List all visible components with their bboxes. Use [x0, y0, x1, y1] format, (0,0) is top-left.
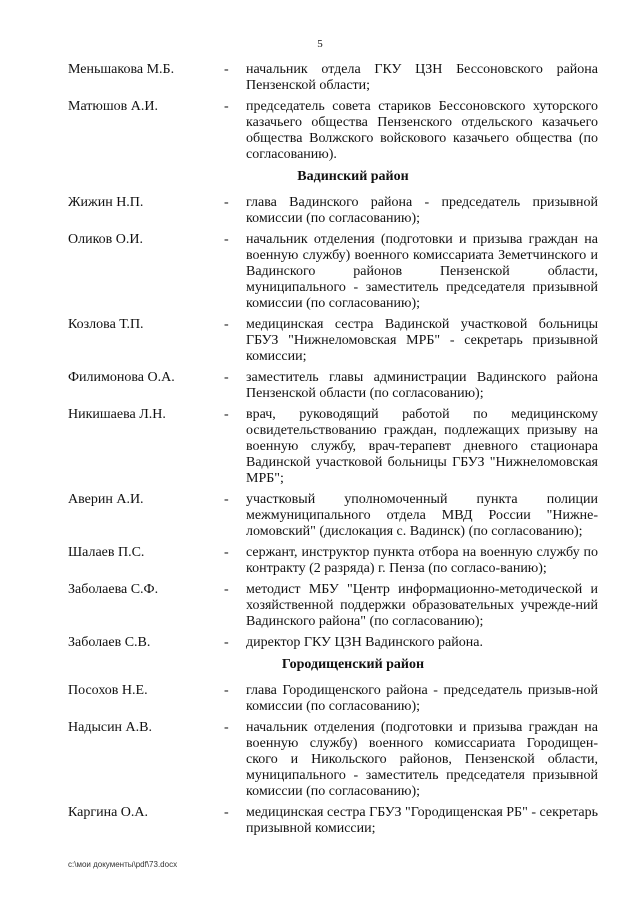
member-role: начальник отделения (подготовки и призыва граждан на военную службу) военного комиссариата Городищен-ского и Никольского районов, Пензенской области, муниципального - заместитель председателя призывной комиссии (по согласованию); — [246, 720, 598, 799]
member-entry — [68, 62, 598, 94]
entry-dash: - — [224, 492, 229, 507]
entry-dash: - — [224, 370, 229, 385]
member-name: Никишаева Л.Н. — [68, 407, 166, 422]
member-entry — [68, 232, 598, 312]
member-name: Заболаева С.Ф. — [68, 582, 159, 597]
member-name: Жижин Н.П. — [68, 195, 144, 210]
document-body — [68, 62, 598, 842]
entry-dash: - — [224, 99, 229, 114]
member-entry — [68, 720, 598, 800]
member-role: начальник отделения (подготовки и призыва граждан на военную службу) военного комиссариата Земетчинского и Вадинского районов Пензенской области, муниципального - заместитель председателя призывной комиссии (по согласованию); — [246, 232, 598, 311]
member-name: Надысин А.В. — [68, 720, 152, 735]
member-entry — [68, 683, 598, 715]
member-entry — [68, 195, 598, 227]
entry-dash: - — [224, 805, 229, 820]
entry-dash: - — [224, 635, 229, 650]
member-entry — [68, 635, 598, 651]
file-path-footer: c:\мои документы\pdf\73.docx — [68, 860, 178, 869]
member-name: Козлова Т.П. — [68, 317, 144, 332]
member-entry — [68, 582, 598, 630]
member-name: Меньшакова М.Б. — [68, 62, 175, 77]
member-entry — [68, 492, 598, 540]
member-entry — [68, 317, 598, 365]
member-role: глава Вадинского района - председатель призывной комиссии (по согласованию); — [246, 195, 598, 226]
section-heading: Вадинский район — [297, 169, 409, 184]
entry-dash: - — [224, 62, 229, 77]
member-role: глава Городищенского района - председатель призыв-ной комиссии (по согласованию); — [246, 683, 598, 714]
entry-dash: - — [224, 195, 229, 210]
member-name: Аверин А.И. — [68, 492, 144, 507]
member-role: участковый уполномоченный пункта полиции межмуниципального отдела МВД России "Нижне-ломовский" (дислокация с. Вадинск) (по согласованию); — [246, 492, 598, 539]
member-name: Посохов Н.Е. — [68, 683, 148, 698]
section-heading: Городищенский район — [281, 657, 425, 672]
entry-dash: - — [224, 683, 229, 698]
member-role: директор ГКУ ЦЗН Вадинского района. — [246, 635, 483, 650]
member-role: начальник отдела ГКУ ЦЗН Бессоновского района Пензенской области; — [246, 62, 598, 93]
member-role: председатель совета стариков Бессоновского хуторского казачьего общества Пензенского отдельского казачьего общества Волжского войскового казачьего общества (по согласованию). — [246, 99, 598, 162]
entry-dash: - — [224, 582, 229, 597]
member-entry — [68, 99, 598, 163]
member-name: Оликов О.И. — [68, 232, 144, 247]
member-name: Матюшов А.И. — [68, 99, 158, 114]
member-role: медицинская сестра ГБУЗ "Городищенская РБ" - секретарь призывной комиссии; — [246, 805, 598, 836]
entry-dash: - — [224, 317, 229, 332]
entry-dash: - — [224, 720, 229, 735]
member-role: заместитель главы администрации Вадинского района Пензенской области (по согласованию); — [246, 370, 598, 401]
page-number: 5 — [317, 38, 323, 50]
member-entry — [68, 805, 598, 837]
member-name: Филимонова О.А. — [68, 370, 175, 385]
member-name: Каргина О.А. — [68, 805, 149, 820]
member-role: врач, руководящий работой по медицинскому освидетельствованию граждан, подлежащих призыву на военную службу, врач-терапевт дневного стационара Вадинской участковой больницы ГБУЗ "Нижнеломовская МРБ"; — [246, 407, 598, 486]
member-entry — [68, 370, 598, 402]
entry-dash: - — [224, 407, 229, 422]
member-role: сержант, инструктор пункта отбора на военную службу по контракту (2 разряда) г. Пенза (по согласо-ванию); — [246, 545, 598, 576]
member-entry — [68, 407, 598, 487]
entry-dash: - — [224, 545, 229, 560]
member-role: медицинская сестра Вадинской участковой больницы ГБУЗ "Нижнеломовская МРБ" - секретарь призывной комиссии; — [246, 317, 598, 364]
member-name: Шалаев П.С. — [68, 545, 145, 560]
member-role: методист МБУ "Центр информационно-методической и хозяйственной поддержки образовательных учрежде-ний Вадинского района" (по согласованию); — [246, 582, 598, 629]
entry-dash: - — [224, 232, 229, 247]
member-name: Заболаев С.В. — [68, 635, 151, 650]
member-entry — [68, 545, 598, 577]
